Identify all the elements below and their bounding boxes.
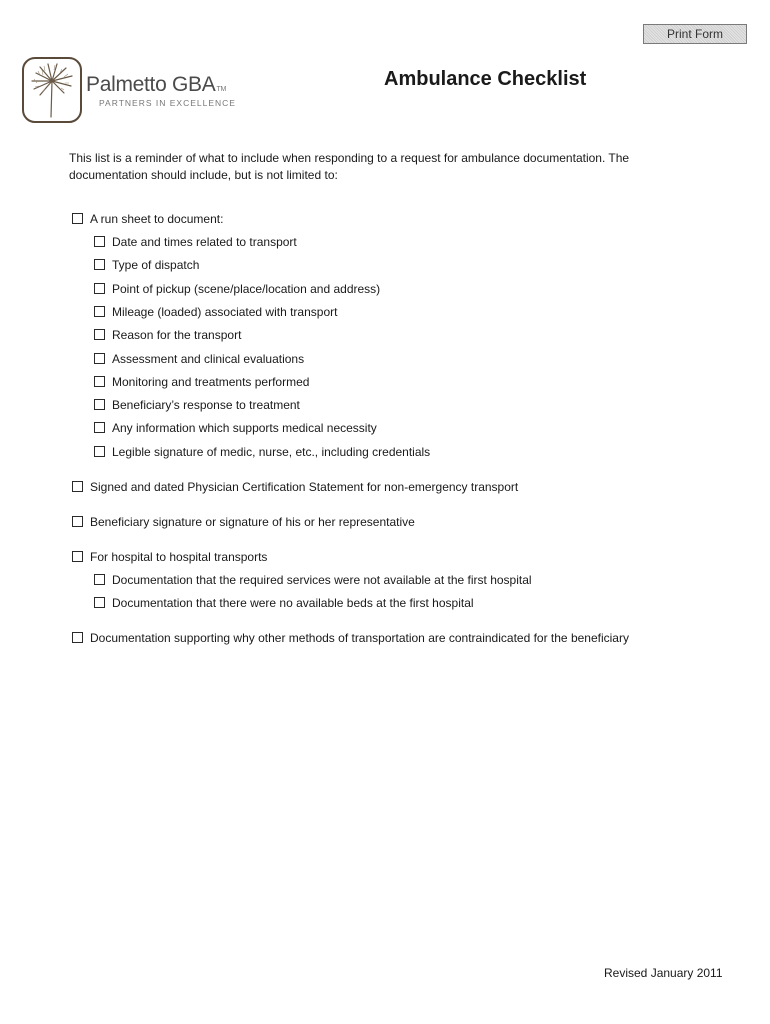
- subitem-checkbox[interactable]: [94, 376, 105, 387]
- run-sheet-checkbox[interactable]: [72, 213, 83, 224]
- other-methods-checkbox[interactable]: [72, 632, 83, 643]
- subitem-checkbox[interactable]: [94, 446, 105, 457]
- logo-brand-name: Palmetto GBATM: [86, 73, 226, 96]
- revision-note: Revised January 2011: [604, 966, 723, 980]
- signature-checkbox[interactable]: [72, 516, 83, 527]
- subitem-checkbox[interactable]: [94, 422, 105, 433]
- palmetto-tree-icon: [22, 57, 82, 123]
- subitem-checkbox[interactable]: [94, 353, 105, 364]
- palmetto-gba-logo: [22, 57, 236, 127]
- hospital-checkbox[interactable]: [72, 551, 83, 562]
- page-title: Ambulance Checklist: [384, 68, 587, 90]
- print-form-button[interactable]: Print Form: [643, 24, 747, 44]
- subitem-checkbox[interactable]: [94, 283, 105, 294]
- pcs-checkbox[interactable]: [72, 481, 83, 492]
- subitem-checkbox[interactable]: [94, 306, 105, 317]
- subitem-checkbox[interactable]: [94, 399, 105, 410]
- subitem-checkbox[interactable]: [94, 597, 105, 608]
- subitem-checkbox[interactable]: [94, 236, 105, 247]
- subitem-checkbox[interactable]: [94, 329, 105, 340]
- subitem-checkbox[interactable]: [94, 574, 105, 585]
- intro-paragraph: This list is a reminder of what to include when responding to a request for ambulance documentation. The documentation should include, but is not limited to:: [69, 151, 630, 182]
- logo-tagline: PARTNERS IN EXCELLENCE: [99, 98, 236, 108]
- subitem-checkbox[interactable]: [94, 259, 105, 270]
